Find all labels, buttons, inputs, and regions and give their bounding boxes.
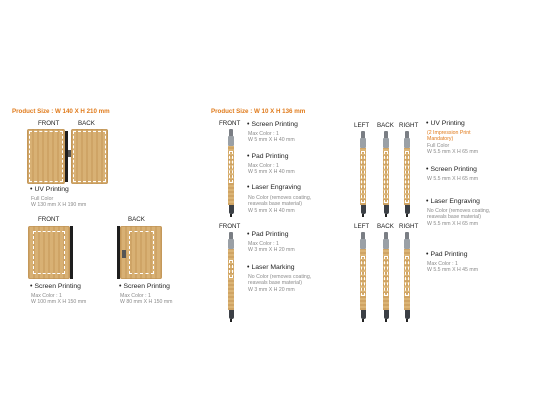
notebook-front-label-2: FRONT bbox=[38, 216, 60, 223]
screen-print-area-back bbox=[129, 231, 154, 274]
notebook-uv-title: • UV Printing bbox=[30, 186, 69, 193]
pen-multi-pad-details: Max Color : 1 W 5.5 mm X H 45 mm bbox=[427, 261, 479, 274]
notebook-screen-back-title: • Screen Printing bbox=[119, 283, 170, 290]
notebook-screen-front-details: Max Color : 1 W 100 mm X H 150 mm bbox=[31, 293, 87, 306]
pen-cap-2 bbox=[228, 239, 234, 249]
notebook-back-label: BACK bbox=[78, 120, 95, 127]
notebook-product-size: Product Size : W 140 X H 210 mm bbox=[12, 108, 110, 115]
pen-pad2-title: • Pad Printing bbox=[247, 231, 289, 238]
notebook-front-image-2 bbox=[28, 226, 70, 279]
notebook-front-label: FRONT bbox=[38, 120, 60, 127]
pen-laser-marking-details: No Color (removes coating, reaveals base material) W 3 mm X H 20 mm bbox=[248, 274, 312, 293]
pen-pad2-details: Max Color : 1 W 3 mm X H 20 mm bbox=[248, 241, 295, 254]
pen-tip bbox=[230, 214, 232, 217]
uv-print-area-back bbox=[73, 131, 106, 182]
notebook-back-image-2 bbox=[120, 226, 162, 279]
pen-multi-screen-details: W 5.5 mm X H 65 mm bbox=[427, 176, 479, 182]
pen-back-image bbox=[383, 131, 389, 217]
notebook-elastic-strap-3 bbox=[117, 226, 120, 279]
pen-right-image bbox=[404, 131, 410, 217]
notebook-screen-front-title: • Screen Printing bbox=[30, 283, 81, 290]
screen-print-area-front bbox=[33, 231, 65, 274]
pen-back-label: BACK bbox=[377, 122, 394, 129]
pen-right-print-area-2 bbox=[405, 256, 409, 296]
notebook-screen-back-details: Max Color : 1 W 80 mm X H 150 mm bbox=[120, 293, 173, 306]
pen-front-image bbox=[228, 129, 234, 217]
pen-laser-marking-title: • Laser Marking bbox=[247, 264, 295, 271]
pen-tip-2 bbox=[230, 319, 232, 322]
pen-grip bbox=[229, 205, 234, 214]
pen-product-size: Product Size : W 10 X H 136 mm bbox=[211, 108, 306, 115]
pen-screen-details: Max Color : 1 W 5 mm X H 40 mm bbox=[248, 131, 295, 144]
notebook-back-label-2: BACK bbox=[128, 216, 145, 223]
pen-right-print-area bbox=[405, 151, 409, 203]
pen-back-label-2: BACK bbox=[377, 223, 394, 230]
pen-pad-title: • Pad Printing bbox=[247, 153, 289, 160]
notebook-uv-details: Full Color W 130 mm X H 190 mm bbox=[31, 196, 87, 209]
pen-print-area bbox=[229, 151, 233, 183]
pen-left-image bbox=[360, 131, 366, 217]
notebook-back-image bbox=[71, 129, 108, 184]
pen-grip-2 bbox=[229, 310, 234, 319]
pen-multi-laser-details: No Color (removes coating, reaveals base material) W 5.5 mm X H 65 mm bbox=[427, 208, 491, 227]
pen-multi-pad-title: • Pad Printing bbox=[426, 251, 468, 258]
pen-left-label: LEFT bbox=[354, 122, 370, 129]
pen-pad-details: Max Color : 1 W 5 mm X H 40 mm bbox=[248, 163, 295, 176]
pen-left-label-2: LEFT bbox=[354, 223, 370, 230]
pen-back-image-2 bbox=[383, 232, 389, 322]
pen-multi-uv-title: • UV Printing bbox=[426, 120, 465, 127]
uv-print-area-front bbox=[29, 131, 63, 182]
notebook-pen-loop-2 bbox=[122, 250, 126, 258]
pen-print-area-2 bbox=[229, 260, 233, 278]
pen-laser-details: No Color (removes coating, reaveals base material) W 5 mm X H 40 mm bbox=[248, 195, 312, 214]
pen-multi-laser-title: • Laser Engraving bbox=[426, 198, 480, 205]
pen-right-label: RIGHT bbox=[399, 122, 419, 129]
pen-left-image-2 bbox=[360, 232, 366, 322]
pen-cap bbox=[228, 136, 234, 146]
pen-right-image-2 bbox=[404, 232, 410, 322]
pen-front-label: FRONT bbox=[219, 120, 241, 127]
pen-laser-title: • Laser Engraving bbox=[247, 184, 301, 191]
pen-left-print-area bbox=[361, 151, 365, 203]
pen-barrel-2 bbox=[228, 249, 234, 310]
pen-left-print-area-2 bbox=[361, 256, 365, 296]
pen-screen-title: • Screen Printing bbox=[247, 121, 298, 128]
pen-back-print-area-2 bbox=[384, 256, 388, 296]
notebook-front-image bbox=[27, 129, 65, 184]
pen-multi-uv-details: Full Color W 5.5 mm X H 65 mm bbox=[427, 143, 479, 156]
pen-back-print-area bbox=[384, 151, 388, 203]
pen-front-image-2 bbox=[228, 232, 234, 322]
pen-multi-screen-title: • Screen Printing bbox=[426, 166, 477, 173]
notebook-elastic-strap-2 bbox=[70, 226, 73, 279]
pen-right-label-2: RIGHT bbox=[399, 223, 419, 230]
pen-multi-uv-note: (2 Impression Print Mandatory) bbox=[427, 130, 471, 143]
pen-front-label-2: FRONT bbox=[219, 223, 241, 230]
